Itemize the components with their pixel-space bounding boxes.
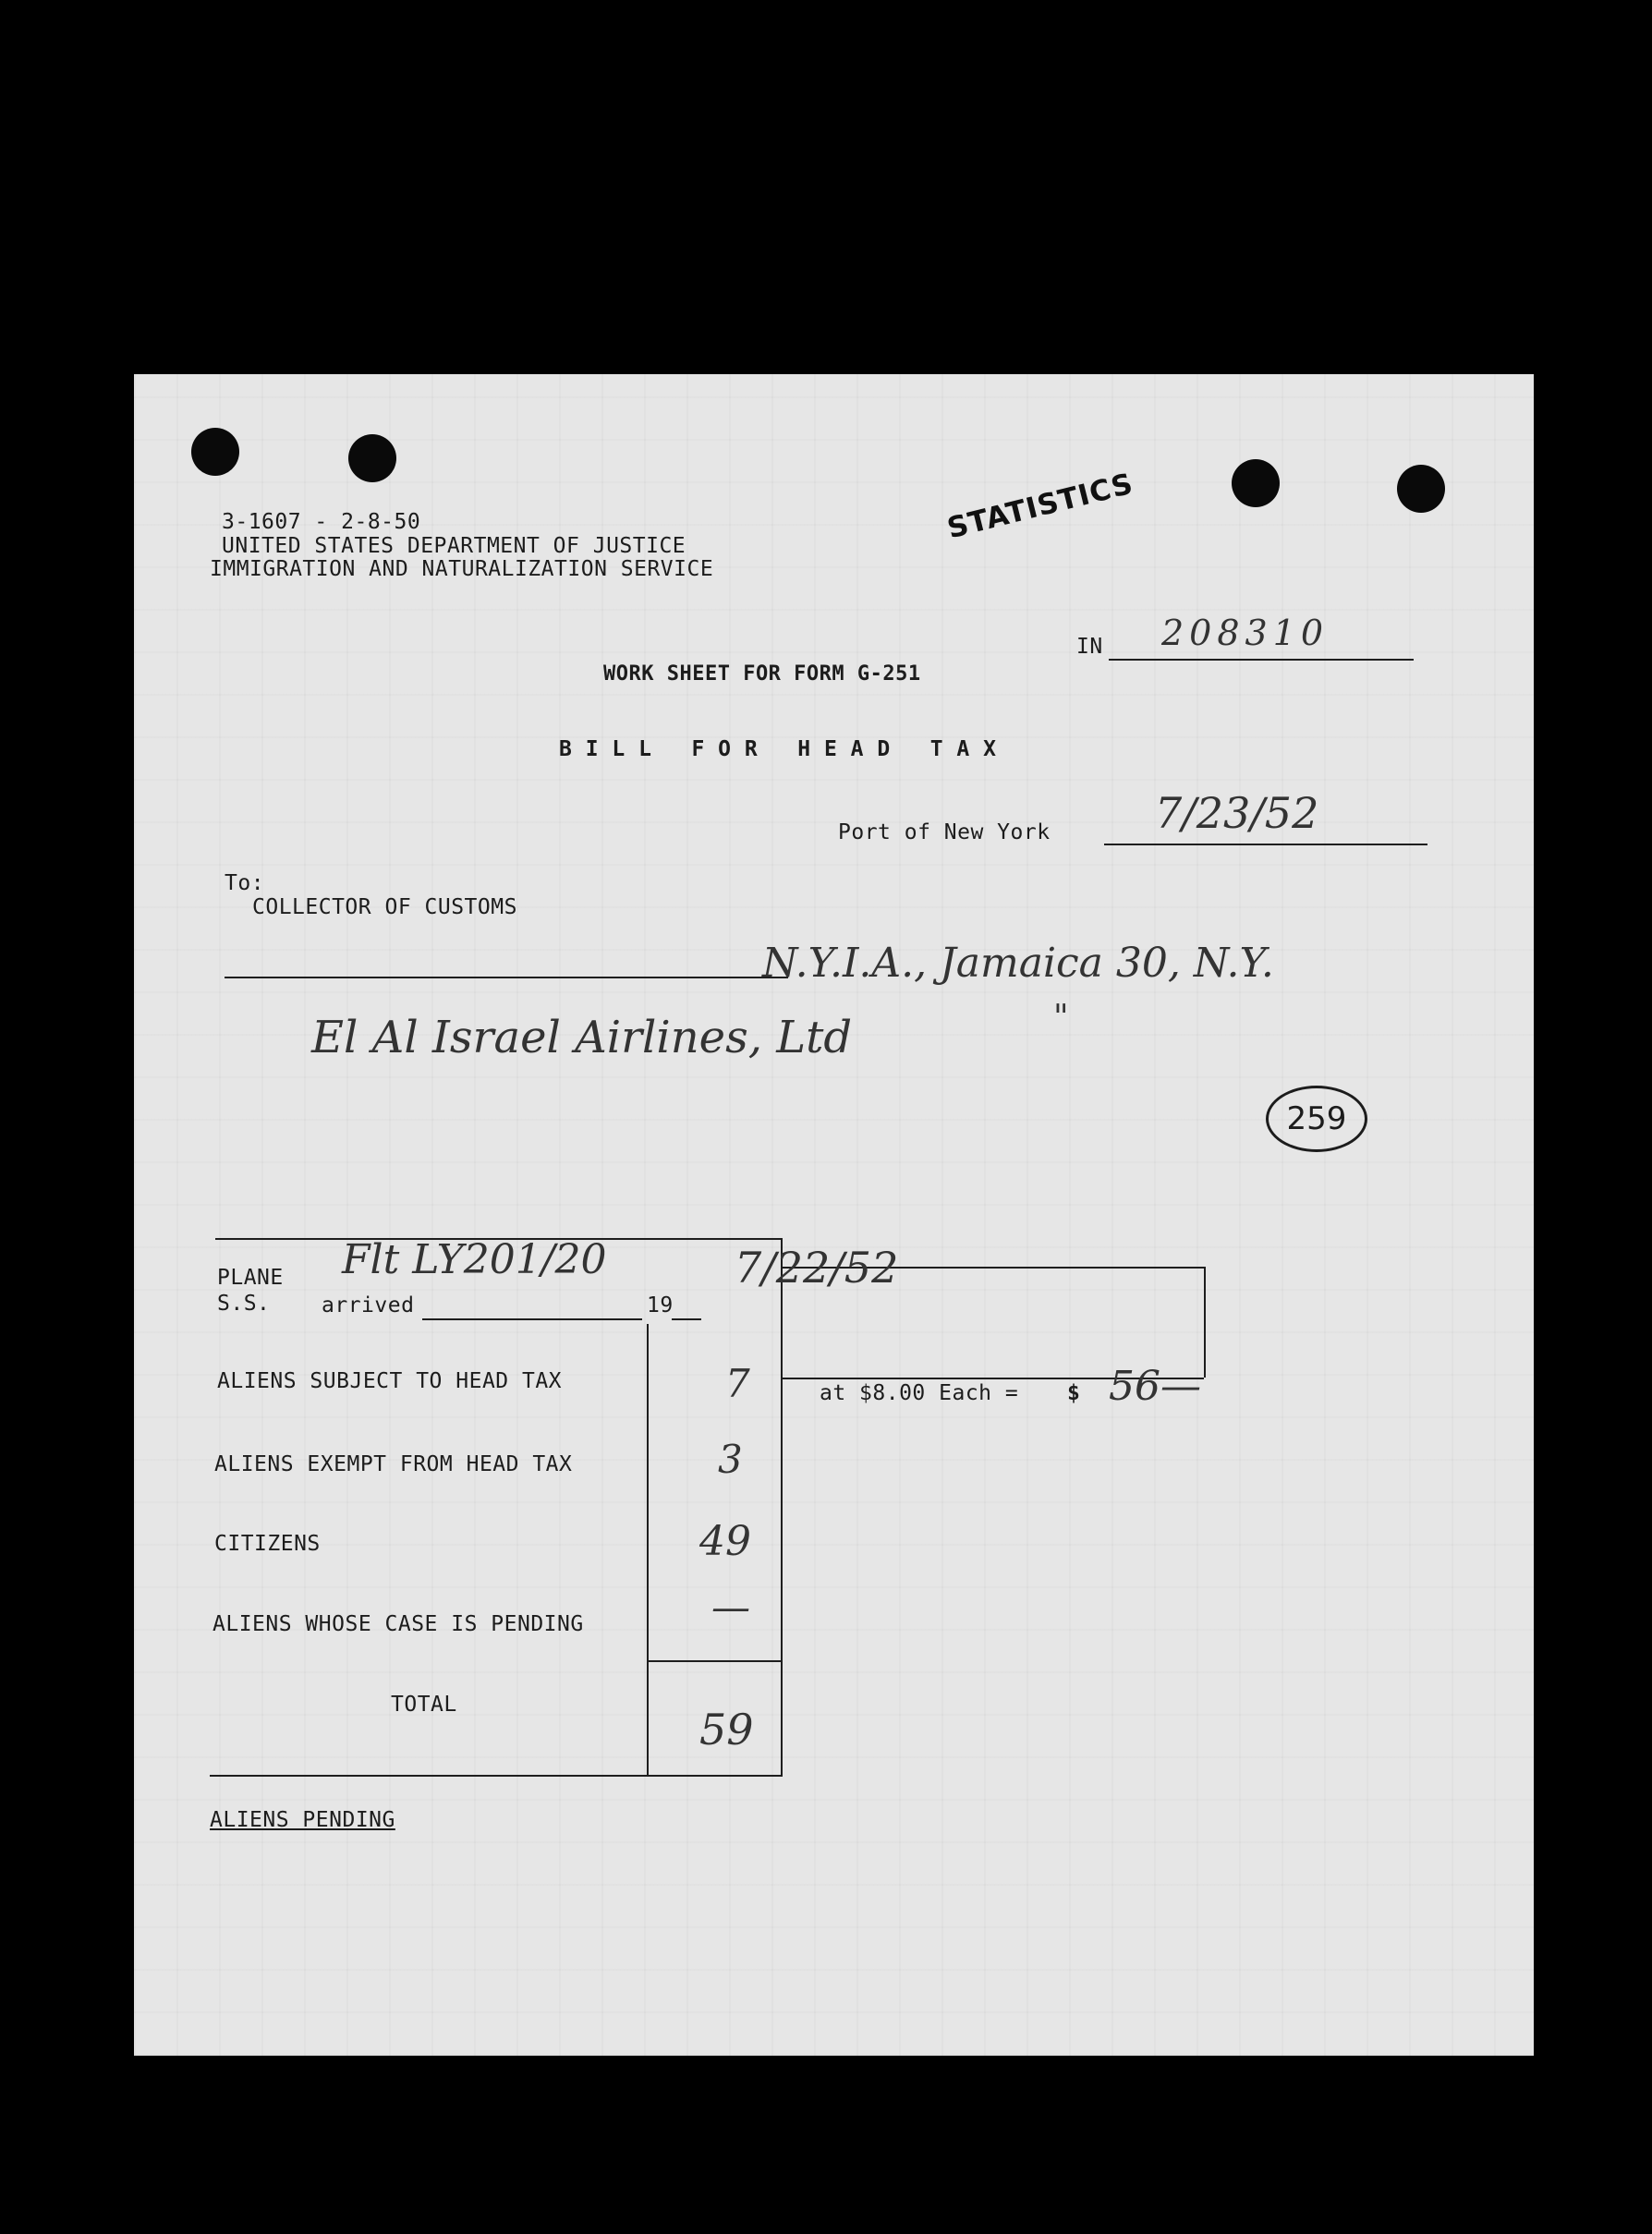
row-value-pending: — bbox=[711, 1584, 750, 1630]
department-name: UNITED STATES DEPARTMENT OF JUSTICE bbox=[222, 534, 686, 558]
handwritten-carrier: El Al Israel Airlines, Ltd bbox=[311, 1012, 853, 1063]
punch-hole bbox=[348, 434, 396, 482]
row-value-exempt: 3 bbox=[718, 1437, 743, 1482]
plane-label: PLANE bbox=[217, 1266, 284, 1290]
ditto-mark: " bbox=[1053, 999, 1069, 1037]
in-number: 208310 bbox=[1161, 613, 1330, 653]
row-label-subject: ALIENS SUBJECT TO HEAD TAX bbox=[217, 1369, 563, 1393]
punch-hole bbox=[1397, 465, 1445, 513]
row-label-exempt: ALIENS EXEMPT FROM HEAD TAX bbox=[214, 1452, 573, 1476]
to-label: To: bbox=[225, 871, 265, 895]
total-label: TOTAL bbox=[391, 1693, 457, 1717]
table-right-rule bbox=[781, 1238, 783, 1776]
currency-sign: $ bbox=[1067, 1381, 1081, 1405]
statistics-stamp: STATISTICS bbox=[943, 467, 1137, 546]
service-name: IMMIGRATION AND NATURALIZATION SERVICE bbox=[210, 557, 714, 581]
arrived-underline bbox=[422, 1318, 642, 1320]
handwritten-arrival-date: 7/22/52 bbox=[735, 1243, 899, 1293]
collector-label: COLLECTOR OF CUSTOMS bbox=[252, 895, 517, 919]
charge-amount: 56— bbox=[1109, 1363, 1201, 1410]
circled-number: 259 bbox=[1266, 1086, 1367, 1152]
charge-box-right bbox=[1204, 1267, 1206, 1378]
rate-text: at $8.00 Each = bbox=[820, 1381, 1019, 1405]
handwritten-flight: Flt LY201/20 bbox=[342, 1236, 607, 1283]
punch-hole bbox=[191, 428, 239, 476]
row-value-subject: 7 bbox=[725, 1361, 750, 1406]
addressee-underline bbox=[225, 977, 788, 978]
value-column-divider bbox=[647, 1324, 649, 1777]
ss-label: S.S. bbox=[217, 1292, 271, 1316]
in-label: IN bbox=[1076, 635, 1103, 659]
row-value-citizens: 49 bbox=[699, 1518, 751, 1565]
form-code: 3-1607 - 2-8-50 bbox=[222, 510, 421, 534]
row-label-pending: ALIENS WHOSE CASE IS PENDING bbox=[213, 1612, 584, 1636]
total-top-rule bbox=[647, 1660, 783, 1662]
port-date: 7/23/52 bbox=[1155, 788, 1319, 838]
handwritten-location: N.Y.I.A., Jamaica 30, N.Y. bbox=[762, 940, 1274, 987]
punch-hole bbox=[1232, 459, 1280, 507]
aliens-pending-heading: ALIENS PENDING bbox=[210, 1808, 395, 1832]
bill-title: B I L L F O R H E A D T A X bbox=[559, 737, 997, 761]
year-prefix: 19 bbox=[647, 1293, 674, 1317]
table-bottom-rule bbox=[210, 1775, 783, 1777]
port-date-underline bbox=[1104, 844, 1427, 845]
total-value: 59 bbox=[699, 1705, 754, 1754]
in-underline bbox=[1109, 659, 1414, 661]
year-underline bbox=[672, 1318, 701, 1320]
row-label-citizens: CITIZENS bbox=[214, 1532, 321, 1556]
document-page bbox=[134, 374, 1534, 2056]
arrived-label: arrived bbox=[322, 1293, 415, 1317]
port-label: Port of New York bbox=[838, 820, 1051, 844]
worksheet-title: WORK SHEET FOR FORM G-251 bbox=[603, 662, 921, 686]
